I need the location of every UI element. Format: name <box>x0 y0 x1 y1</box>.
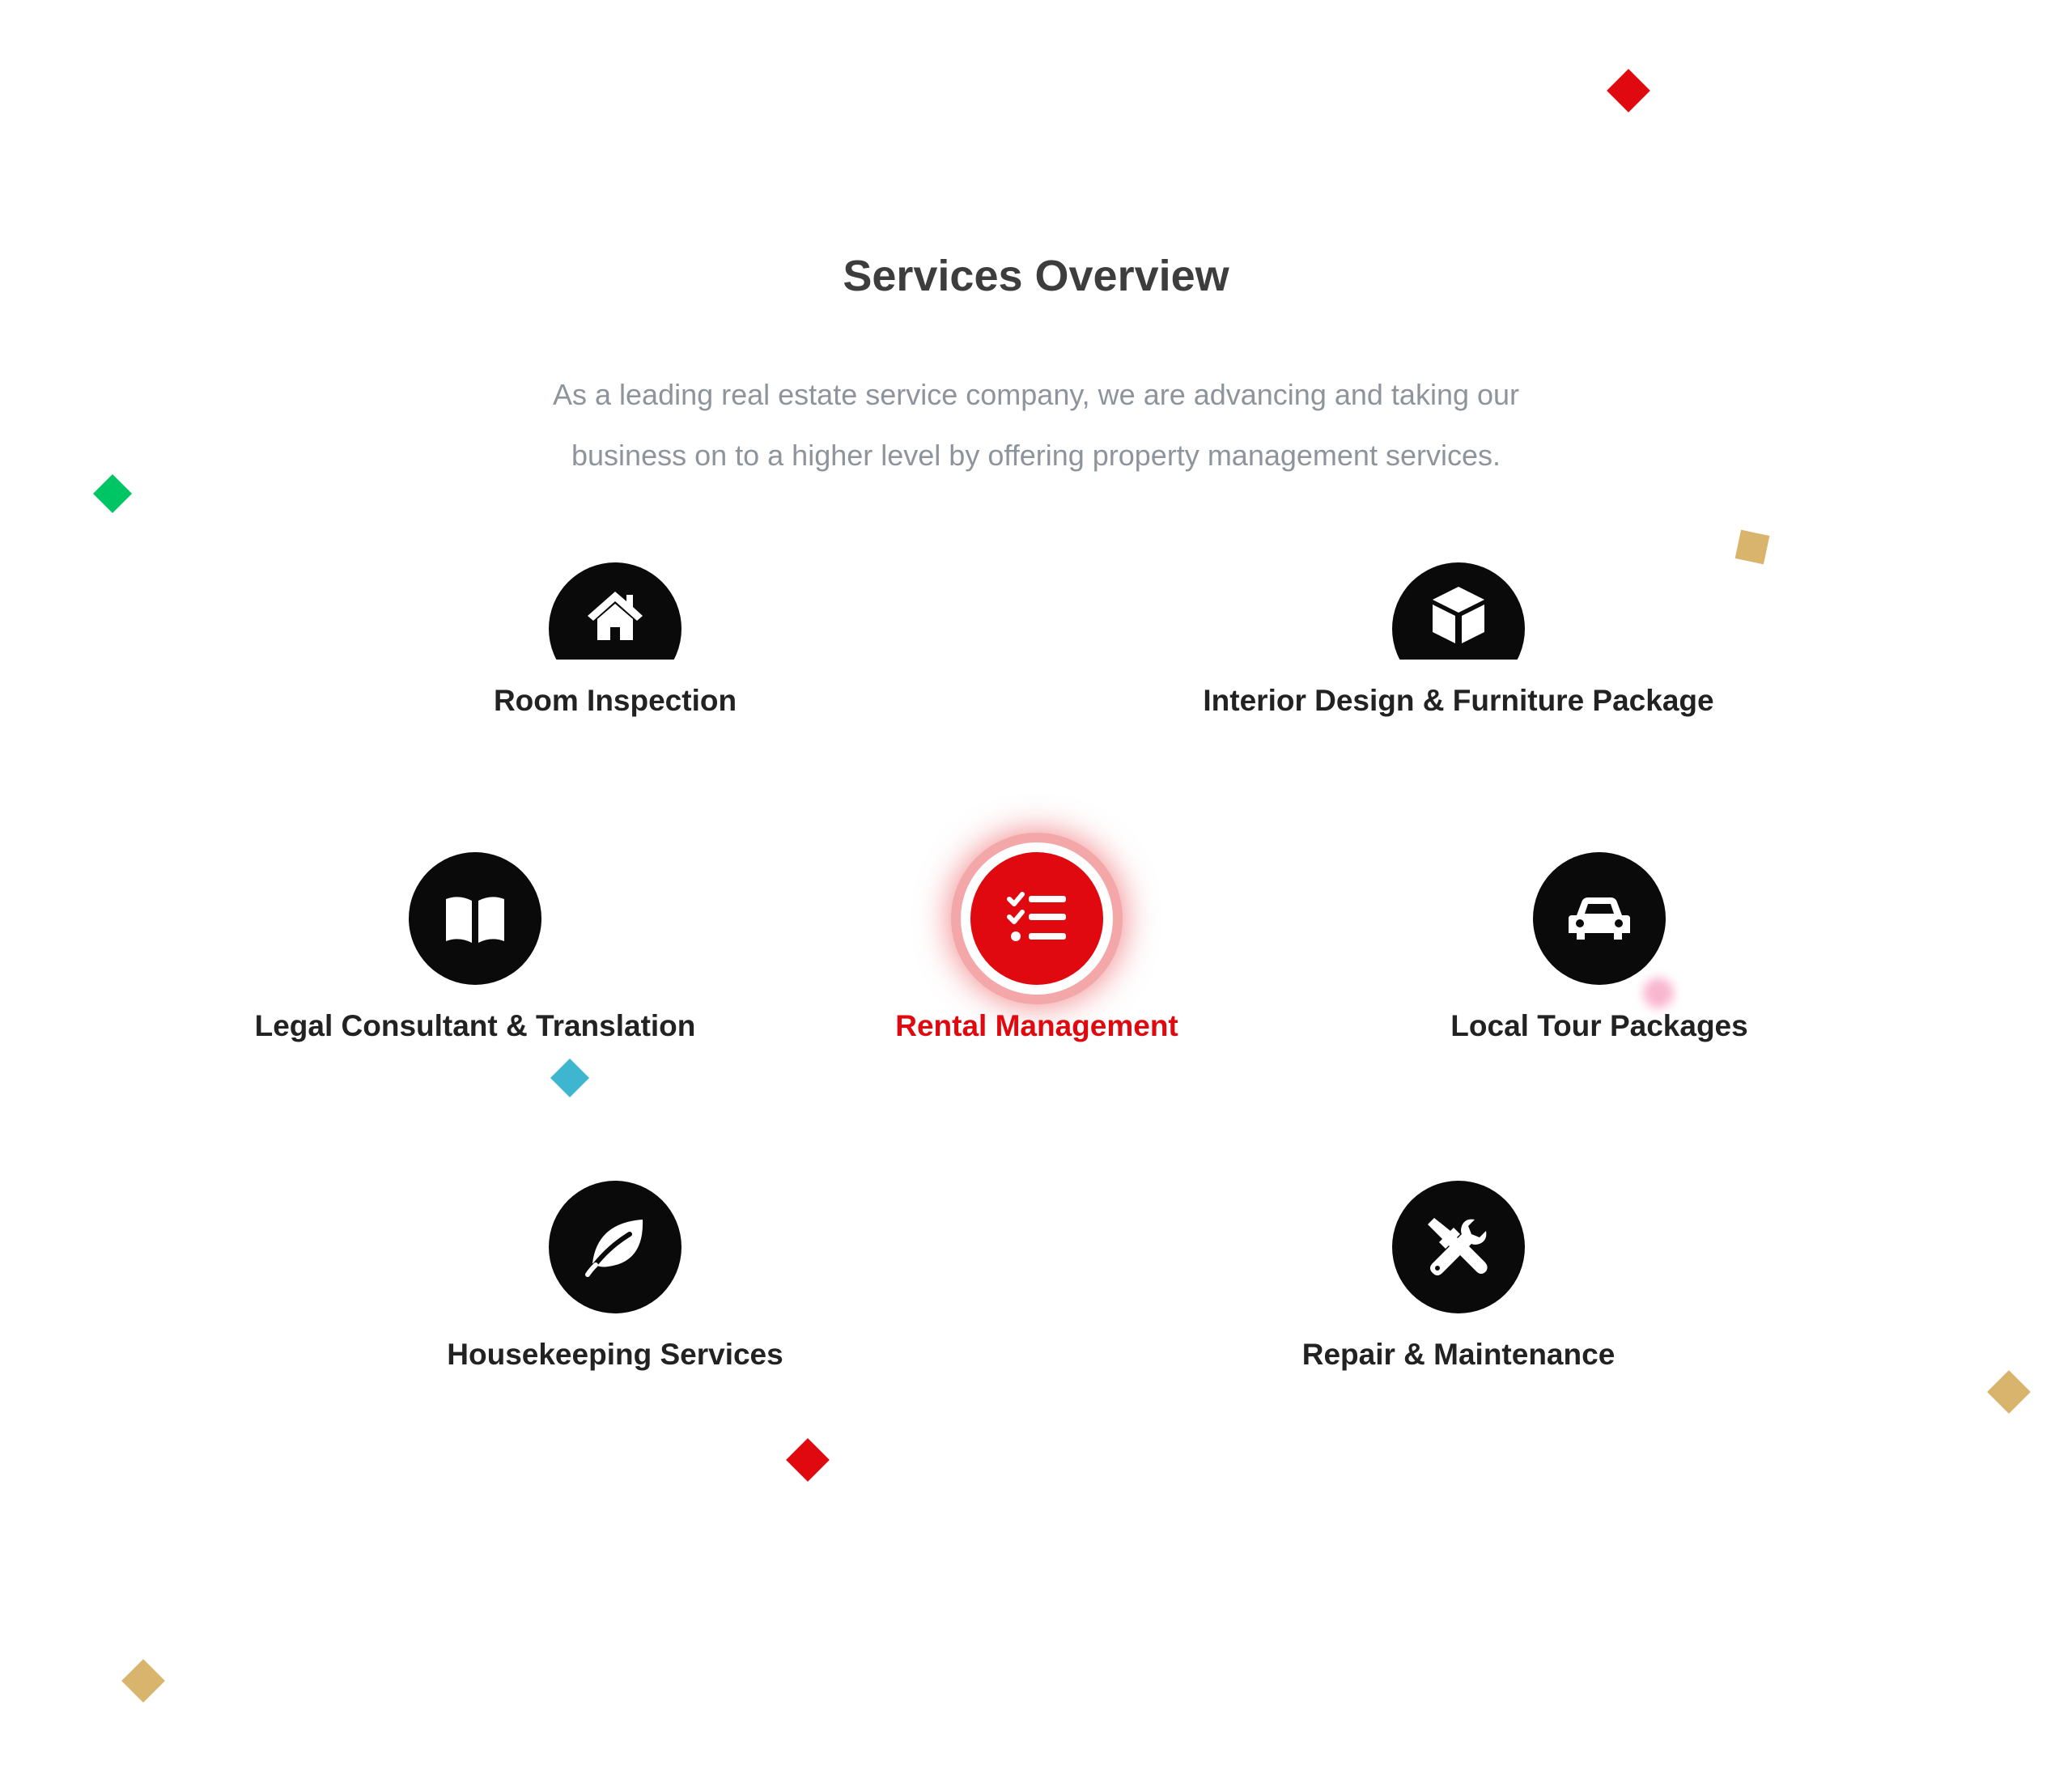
service-icon-circle <box>1392 1181 1525 1313</box>
deco-gold-square <box>1735 530 1770 565</box>
service-room-inspection[interactable] <box>291 562 939 718</box>
service-repair-maintenance[interactable] <box>1135 1181 1782 1372</box>
deco-red-diamond-bottom <box>786 1438 830 1482</box>
house-icon <box>581 580 649 648</box>
deco-teal-diamond <box>550 1059 589 1097</box>
page-title: Services Overview <box>843 252 1229 300</box>
service-icon-circle <box>970 852 1103 985</box>
service-icon-circle <box>1392 562 1525 660</box>
service-label: Legal Consultant & Translation <box>254 1009 696 1042</box>
cube-icon <box>1424 580 1492 648</box>
icon-clip <box>1392 562 1525 660</box>
car-icon <box>1565 885 1633 953</box>
service-housekeeping[interactable] <box>291 1181 939 1372</box>
intro-line-1: As a leading real estate service company, we are advancing and taking our <box>552 378 1520 411</box>
service-interior-design[interactable] <box>1135 562 1782 718</box>
service-icon-circle <box>409 852 541 985</box>
service-label: Repair & Maintenance <box>1301 1338 1616 1371</box>
open-book-icon <box>441 885 509 953</box>
service-local-tour[interactable] <box>1276 852 1923 1043</box>
service-label: Room Inspection <box>493 684 737 717</box>
tools-icon <box>1424 1213 1492 1281</box>
service-label: Interior Design & Furniture Package <box>1203 684 1714 717</box>
service-label: Housekeeping Services <box>447 1338 783 1371</box>
deco-pink-blob <box>1643 978 1674 1008</box>
leaf-icon <box>581 1213 649 1281</box>
service-rental-management[interactable] <box>713 852 1361 1043</box>
service-label: Rental Management <box>895 1009 1178 1042</box>
service-icon-circle <box>1533 852 1666 985</box>
deco-green-diamond <box>93 474 132 513</box>
deco-gold-diamond-right <box>1987 1370 2031 1414</box>
deco-gold-diamond-left <box>121 1659 165 1703</box>
intro-line-2: business on to a higher level by offering property management services. <box>571 439 1501 472</box>
deco-red-diamond-top <box>1607 69 1650 112</box>
checklist-icon <box>1003 885 1071 953</box>
service-legal-consultant[interactable] <box>151 852 799 1043</box>
service-label: Local Tour Packages <box>1450 1009 1748 1042</box>
icon-clip <box>549 562 681 660</box>
service-icon-circle <box>549 562 681 660</box>
section-intro <box>510 364 1562 486</box>
service-icon-circle <box>549 1181 681 1313</box>
